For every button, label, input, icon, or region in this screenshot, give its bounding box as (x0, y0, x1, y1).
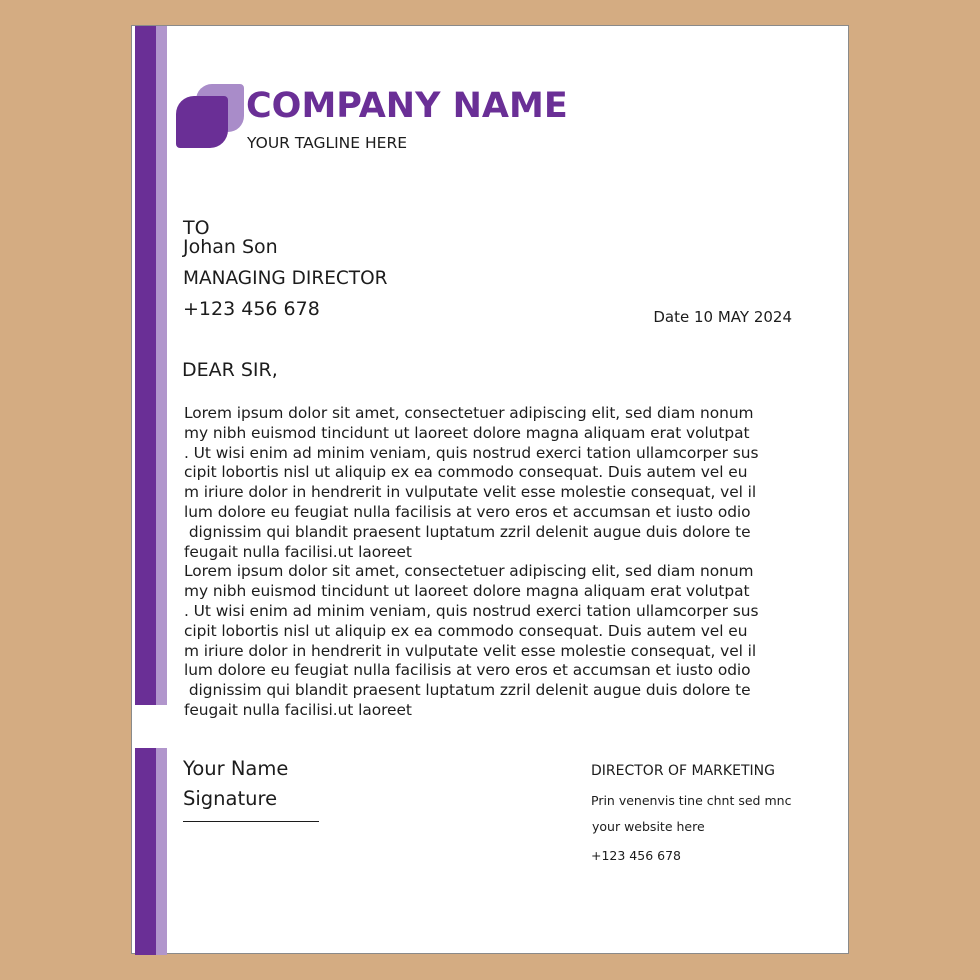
logo-leaf-front (176, 96, 228, 148)
recipient-name: Johan Son (183, 236, 278, 258)
tagline: YOUR TAGLINE HERE (247, 134, 408, 152)
body-line: feugait nulla facilisi.ut laoreet (184, 542, 412, 561)
body-line: feugait nulla facilisi.ut laoreet (184, 700, 412, 719)
body-line: cipit lobortis nisl ut aliquip ex ea commodo consequat. Duis autem vel eu (184, 463, 748, 482)
letterhead-page (131, 25, 849, 954)
body-paragraph (184, 404, 800, 562)
body-line: dignissim qui blandit praesent luptatum zzril delenit augue duis dolore te (184, 681, 751, 700)
salutation: DEAR SIR, (182, 359, 278, 381)
body-line: m iriure dolor in hendrerit in vulputate velit esse molestie consequat, vel il (184, 483, 757, 502)
body-line: m iriure dolor in hendrerit in vulputate velit esse molestie consequat, vel il (184, 641, 757, 660)
signature-label: Signature (183, 787, 278, 810)
letter-body (184, 404, 800, 721)
left-accent-bar-light-top (156, 26, 167, 705)
body-line: my nibh euismod tincidunt ut laoreet dolore magna aliquam erat volutpat (184, 423, 750, 442)
sender-website: your website here (592, 819, 705, 834)
body-line: Lorem ipsum dolor sit amet, consectetuer adipiscing elit, sed diam nonum (184, 562, 754, 581)
body-line: lum dolore eu feugiat nulla facilisis at vero eros et accumsan et iusto odio (184, 661, 751, 680)
left-accent-bar-light-bottom (156, 748, 167, 955)
company-name: COMPANY NAME (246, 86, 568, 126)
recipient-title: MANAGING DIRECTOR (183, 268, 388, 289)
signature-line (183, 821, 319, 822)
left-accent-bar-dark-bottom (135, 748, 156, 955)
recipient-to-label: TO (183, 217, 210, 239)
leaf-logo-icon (176, 84, 248, 150)
body-line: . Ut wisi enim ad minim veniam, quis nostrud exerci tation ullamcorper sus (184, 443, 759, 462)
body-line: Lorem ipsum dolor sit amet, consectetuer adipiscing elit, sed diam nonum (184, 404, 754, 422)
body-line: . Ut wisi enim ad minim veniam, quis nostrud exerci tation ullamcorper sus (184, 601, 759, 620)
body-line: lum dolore eu feugiat nulla facilisis at vero eros et accumsan et iusto odio (184, 502, 751, 521)
recipient-phone: +123 456 678 (183, 298, 320, 320)
body-paragraph (184, 562, 800, 720)
body-line: cipit lobortis nisl ut aliquip ex ea commodo consequat. Duis autem vel eu (184, 621, 748, 640)
sender-name: Your Name (183, 757, 289, 780)
sender-phone: +123 456 678 (591, 848, 681, 863)
left-accent-bar-dark-top (135, 26, 156, 705)
body-line: dignissim qui blandit praesent luptatum zzril delenit augue duis dolore te (184, 522, 751, 541)
sender-address: Prin venenvis tine chnt sed mnc (591, 793, 792, 808)
sender-title: DIRECTOR OF MARKETING (591, 763, 775, 779)
letter-date: Date 10 MAY 2024 (653, 308, 792, 326)
body-line: my nibh euismod tincidunt ut laoreet dolore magna aliquam erat volutpat (184, 582, 750, 601)
